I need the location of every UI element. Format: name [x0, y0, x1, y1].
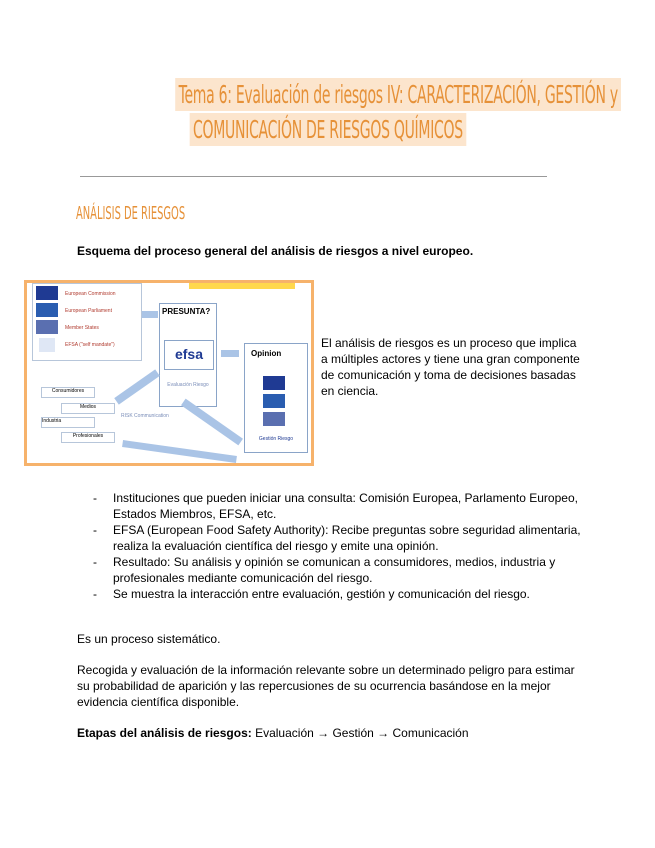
audience-label: Industria [41, 417, 95, 428]
list-item: - Resultado: Su análisis y opinión se comunican a consumidores, medios, industria y profesionales mediante comunicación del riesgo. [93, 554, 583, 586]
audience-label: Profesionales [61, 432, 115, 443]
figure-subtitle: Esquema del proceso general del análisis de riesgos a nivel europeo. [77, 244, 474, 258]
title-line-2 [0, 113, 655, 146]
source-label: European Commission [65, 291, 116, 297]
opinion-box [244, 343, 308, 453]
curved-arrow-icon [122, 440, 237, 463]
sources-box [32, 283, 142, 361]
member-states-icon [36, 320, 58, 334]
curved-arrow-icon [114, 369, 160, 404]
audience-label: Medios [61, 403, 115, 414]
stages-value: Evaluación → Gestión → Comunicación [251, 726, 469, 740]
bullet-list [93, 490, 583, 602]
stages-line [77, 725, 469, 741]
highlight-bar [189, 283, 295, 289]
source-label: European Parliament [65, 308, 112, 314]
eu-flag-icon [263, 376, 285, 390]
member-states-icon [263, 412, 285, 426]
list-item: - Instituciones que pueden iniciar una consulta: Comisión Europea, Parlamento Europeo, Estados Miembros, EFSA, etc. [93, 490, 583, 522]
eu-flag-icon [36, 286, 58, 300]
section-heading: ANÁLISIS DE RIESGOS [76, 203, 186, 224]
stages-label: Etapas del análisis de riesgos: [77, 726, 252, 740]
title-text: COMUNICACIÓN DE RIESGOS QUÍMICOS [189, 113, 466, 146]
efsa-logo-icon [39, 338, 55, 352]
arrow-right-icon [221, 350, 239, 357]
audience-label: Consumidores [41, 387, 95, 398]
paragraph: Recogida y evaluación de la información relevante sobre un determinado peligro para estimar su probabilidad de aparición y las repercusiones de su ocurrencia basándose en la mejor evidencia científica disponible. [77, 663, 575, 709]
source-label: EFSA ("self mandate") [65, 342, 115, 348]
paragraph: Es un proceso sistemático. [77, 632, 221, 646]
side-text: El análisis de riesgos es un proceso que implica a múltiples actores y tiene una gran componente de comunicación y toma de decisiones basadas en ciencia. [321, 336, 580, 398]
parliament-icon [36, 303, 58, 317]
title-text: Tema 6: Evaluación de riesgos IV: CARACTERIZACIÓN, GESTIÓN y [175, 78, 621, 111]
communication-label: RISK Communication [121, 413, 169, 419]
opinion-caption: Gestión Riesgo [258, 436, 294, 442]
divider [80, 176, 547, 177]
title-line-1 [0, 78, 655, 111]
parliament-icon [263, 394, 285, 408]
question-label: PRESUNTA? [162, 307, 211, 316]
opinion-label: Opinion [251, 349, 282, 358]
efsa-caption: Evaluación Riesgo [167, 382, 209, 388]
list-item: - Se muestra la interacción entre evaluación, gestión y comunicación del riesgo. [93, 586, 583, 602]
efsa-logo: efsa [164, 340, 214, 370]
arrow-right-icon [142, 311, 158, 318]
source-label: Member States [65, 325, 99, 331]
efsa-box [159, 303, 217, 407]
risk-analysis-diagram [24, 280, 314, 466]
list-item: - EFSA (European Food Safety Authority): Recibe preguntas sobre seguridad alimentaria, realiza la evaluación científica del riesgo y emite una opinión. [93, 522, 583, 554]
